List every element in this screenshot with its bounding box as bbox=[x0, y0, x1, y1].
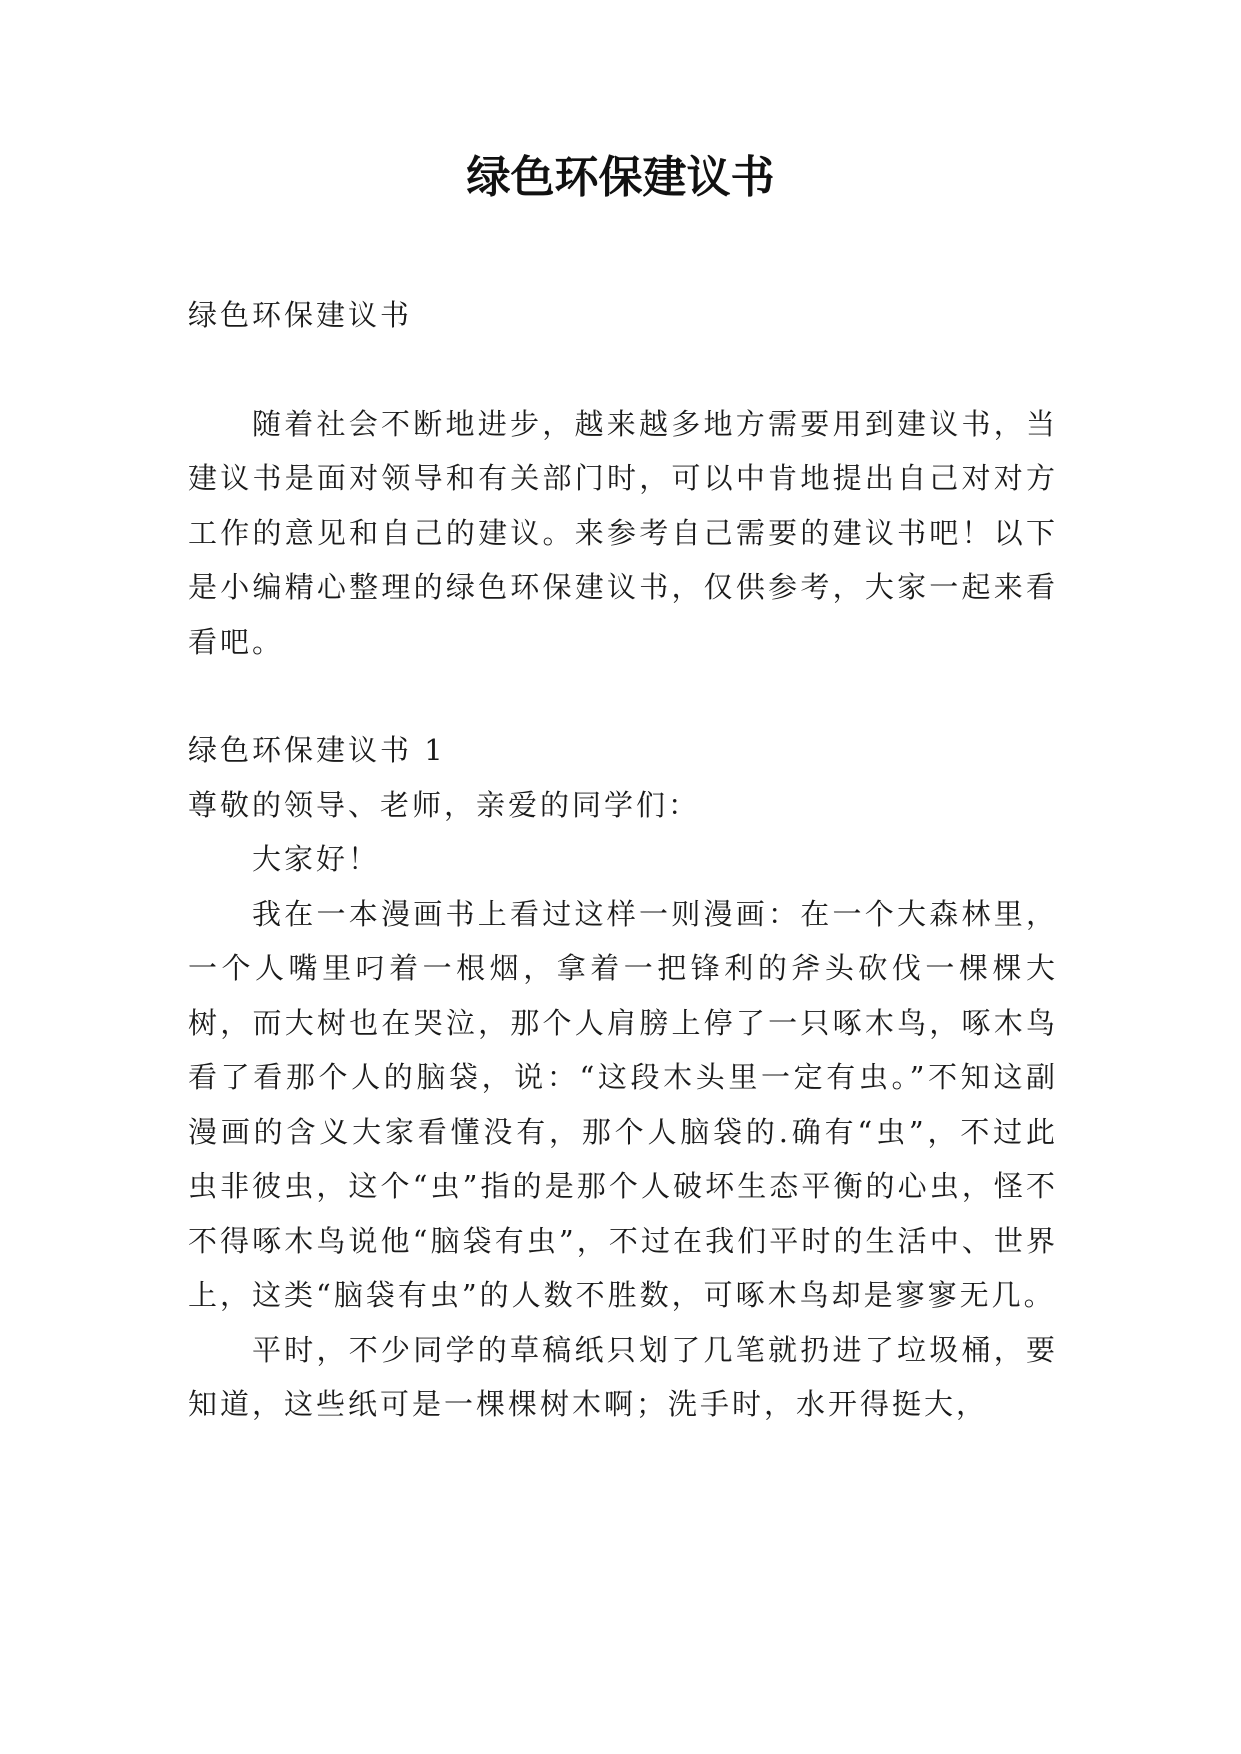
document-body bbox=[188, 288, 1058, 1432]
intro-paragraph: 随着社会不断地进步，越来越多地方需要用到建议书，当建议书是面对领导和有关部门时，可以中肯地提出自己对对方工作的意见和自己的建议。来参考自己需要的建议书吧！以下是小编精心整理的绿色环保建议书，仅供参考，大家一起来看看吧。 bbox=[188, 406, 1058, 659]
greeting: 大家好！ bbox=[252, 842, 381, 876]
salutation: 尊敬的领导、老师，亲爱的同学们： bbox=[188, 787, 701, 822]
document-title: 绿色环保建议书 bbox=[466, 152, 775, 203]
section-heading: 绿色环保建议书 1 bbox=[188, 733, 446, 767]
document-subtitle: 绿色环保建议书 bbox=[188, 298, 413, 332]
body-paragraph-2: 平时，不少同学的草稿纸只划了几笔就扔进了垃圾桶，要知道，这些纸可是一棵棵树木啊；洗手时，水开得挺大， bbox=[188, 1332, 1058, 1421]
body-paragraph-1: 我在一本漫画书上看过这样一则漫画：在一个大森林里，一个人嘴里叼着一根烟，拿着一把锋利的斧头砍伐一棵棵大树，而大树也在哭泣，那个人肩膀上停了一只啄木鸟，啄木鸟看了看那个人的脑袋，说：“这段木头里一定有虫。”不知这副漫画的含义大家看懂没有，那个人脑袋的.确有“虫”，不过此虫非彼虫，这个“虫”指的是那个人破坏生态平衡的心虫，怪不不得啄木鸟说他“脑袋有虫”，不过在我们平时的生活中、世界上，这类“脑袋有虫”的人数不胜数，可啄木鸟却是寥寥无几。 bbox=[188, 896, 1058, 1312]
